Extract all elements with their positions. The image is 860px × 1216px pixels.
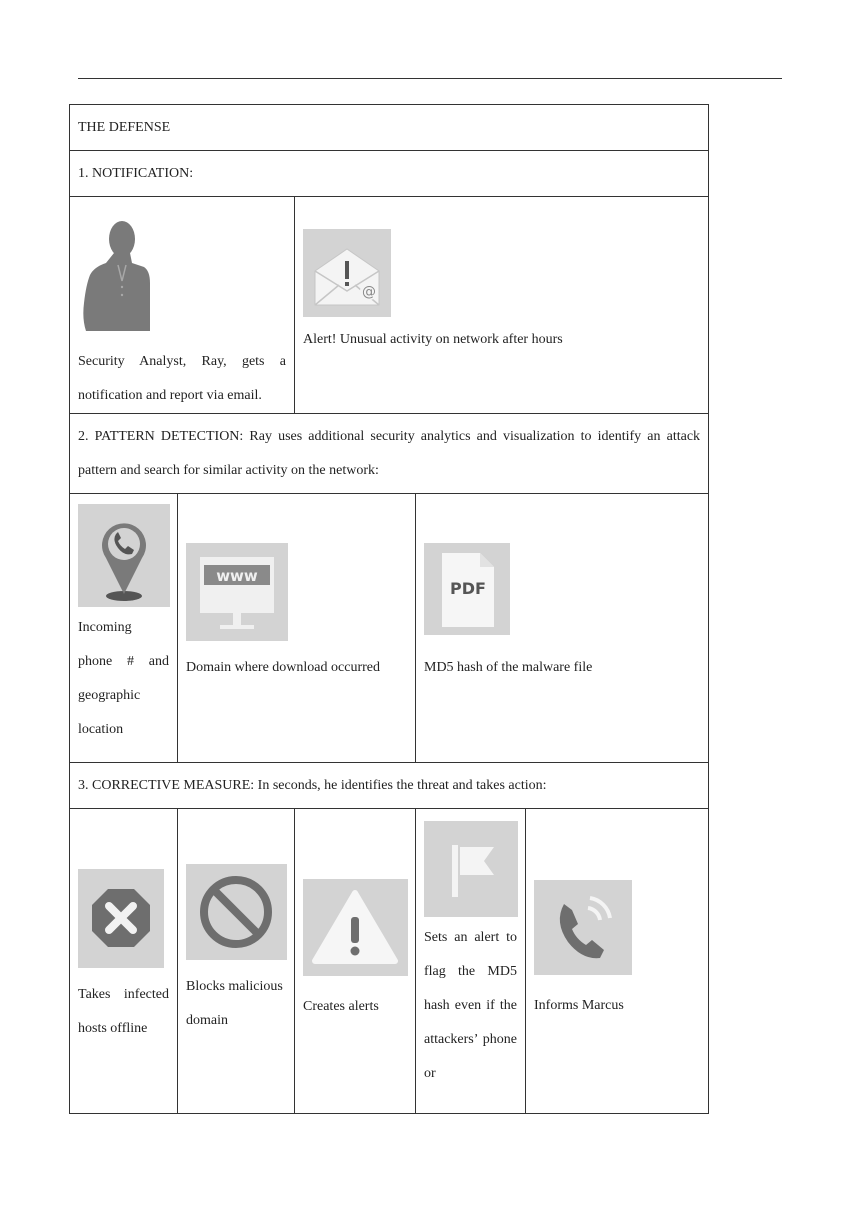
pdf-icon-text: PDF — [450, 579, 486, 598]
blocks-domain-caption: Blocks malicious domain — [186, 979, 283, 1028]
blocks-domain-cell — [178, 809, 295, 1114]
email-alert-icon — [303, 229, 391, 317]
section3-heading: 3. CORRECTIVE MEASURE: In seconds, he identifies the threat and takes action: — [70, 763, 709, 809]
flag-md5-cell — [416, 809, 526, 1114]
domain-caption: Domain where download occurred — [186, 660, 380, 675]
flag-icon — [424, 821, 518, 917]
domain-cell — [178, 494, 416, 763]
table-title: THE DEFENSE — [70, 105, 709, 151]
phone-location-cell — [70, 494, 178, 763]
md5-caption: MD5 hash of the malware file — [424, 660, 593, 675]
pdf-file-icon — [424, 543, 510, 635]
block-icon — [186, 864, 287, 960]
phone-location-caption: Incoming phone # and geographic location — [78, 620, 169, 737]
www-monitor-icon — [186, 543, 288, 641]
takes-offline-cell — [70, 809, 178, 1114]
takes-offline-caption: Takes infected hosts offline — [78, 986, 169, 1036]
analyst-caption: Security Analyst, Ray, gets a notification and report via email. — [78, 354, 286, 403]
analyst-cell — [70, 197, 295, 414]
phone-location-pin-icon — [78, 504, 170, 607]
page-header-rule — [78, 78, 782, 79]
www-icon-text: www — [216, 567, 258, 585]
informs-marcus-cell — [526, 809, 709, 1114]
creates-alerts-cell — [295, 809, 416, 1114]
section2-heading: 2. PATTERN DETECTION: Ray uses additional security analytics and visualization to identify an attack pattern and search for similar activity on the network: — [70, 414, 709, 494]
creates-alerts-caption: Creates alerts — [303, 998, 379, 1014]
section1-heading: 1. NOTIFICATION: — [70, 151, 709, 197]
svg-text:@: @ — [362, 284, 376, 300]
alert-cell — [295, 197, 709, 414]
defense-table — [69, 104, 709, 1114]
warning-icon — [303, 879, 408, 976]
alert-caption: Alert! Unusual activity on network after hours — [303, 332, 563, 347]
person-silhouette-icon — [78, 219, 158, 331]
flag-md5-caption: Sets an alert to flag the MD5 hash even if the attackers’ phone or — [424, 930, 517, 1081]
phone-call-icon — [534, 880, 632, 975]
stop-x-icon — [78, 869, 164, 968]
informs-marcus-caption: Informs Marcus — [534, 997, 624, 1013]
md5-cell — [416, 494, 709, 763]
